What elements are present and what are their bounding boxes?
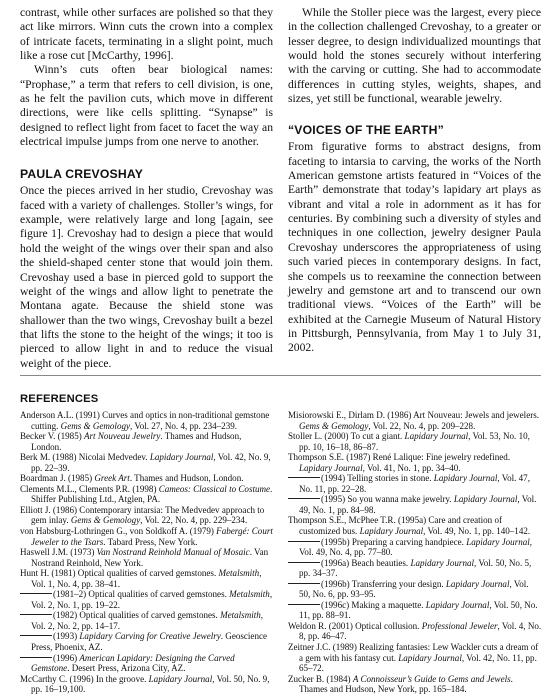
reference-source-title: Fabergé: Court Jeweler to the Tsars xyxy=(31,526,273,547)
reference-details: . Thames and Hudson, New York, pp. 165–184. xyxy=(299,673,513,695)
reference-details: , Vol. 49, No. 1, pp. 84–98. xyxy=(299,494,537,515)
body-paragraph: Winn’s cuts often bear biological names: “Prophase,” a term that refers to cell division, is one, as he felt the pavilion cuts, which move in different directions, were like cells splitting. “Synapse” is designed to reflect light from facet to facet the way an electrical impulse jumps from one nerve to another. xyxy=(20,63,273,149)
reference-source-title: Van Nostrand Reinhold Manual of Mosaic xyxy=(96,547,250,558)
reference-text: Zeitner J.C. (1989) Realizing fantasies: Lew Wackler cuts a dream of a gem with his fantasy cut. xyxy=(288,642,539,663)
reference-source-title: Lapidary Journal xyxy=(148,673,213,684)
reference-text: Stoller L. (2000) To cut a giant. xyxy=(288,431,405,442)
reference-entry xyxy=(20,473,274,484)
reference-source-title: Greek Art xyxy=(94,473,130,484)
reference-source-title: Gems & Gemology xyxy=(70,515,141,526)
reference-text: (1995b) Preparing a carving handpiece. xyxy=(321,536,467,547)
reference-source-title: Art Nouveau Jewelry xyxy=(84,431,161,442)
reference-details: , Vol. 50, No. 11, pp. 88–91. xyxy=(299,599,538,621)
reference-source-title: Lapidary Journal xyxy=(445,578,510,589)
reference-details: . Shiffer Publishing Ltd., Atglen, PA. xyxy=(31,483,273,505)
reference-entry xyxy=(20,568,274,589)
reference-entry xyxy=(20,547,274,568)
reference-entry xyxy=(288,621,542,642)
reference-source-title: Lapidary Journal xyxy=(359,526,424,537)
reference-source-title: Gems & Gemology xyxy=(299,420,369,431)
reference-entry xyxy=(288,558,542,579)
reference-entry xyxy=(288,674,542,695)
reference-source-title: Lapidary Journal xyxy=(466,536,530,547)
reference-details: . Tabard Press, New York. xyxy=(103,536,198,547)
reference-source-title: Metalsmith xyxy=(229,589,270,600)
reference-entry xyxy=(288,431,542,452)
reference-source-title: Lapidary Journal xyxy=(404,431,469,442)
reference-source-title: Gems & Gemology xyxy=(60,420,131,431)
reference-source-title: Lapidary Journal xyxy=(425,599,490,610)
ditto-dash xyxy=(288,477,320,478)
reference-details: . Van Nostrand Reinhold, New York. xyxy=(31,547,269,568)
reference-entry xyxy=(288,642,542,674)
reference-entry xyxy=(288,537,542,558)
reference-entry xyxy=(288,579,542,600)
reference-details: , Vol. 2, No. 1, pp. 19–22. xyxy=(31,589,273,610)
reference-text: (1982) Optical qualities of carved gemstones. xyxy=(53,610,221,621)
reference-text: Berk M. (1988) Nicolai Medvedev. xyxy=(20,452,150,463)
reference-source-title: Lapidary Carving for Creative Jewelry xyxy=(79,631,221,642)
reference-details: , Vol. 27, No. 4, pp. 234–239. xyxy=(130,420,237,431)
reference-entry xyxy=(20,674,274,695)
reference-text: Haswell J.M. (1973) xyxy=(20,547,97,558)
reference-entry xyxy=(288,600,542,621)
reference-source-title: Lapidary Journal xyxy=(410,557,475,568)
reference-entry xyxy=(20,505,274,526)
reference-entry xyxy=(288,515,542,536)
reference-details: , Vol. 1, No. 4, pp. 38–41. xyxy=(31,568,262,589)
reference-source-title: Lapidary Journal xyxy=(299,462,363,473)
reference-details: , Vol. 53, No. 10, pp. 10, 16–18, 86–87. xyxy=(299,431,530,452)
ditto-dash xyxy=(288,541,320,542)
ditto-dash xyxy=(288,583,320,584)
body-paragraph: contrast, while other surfaces are polished so that they act like mirrors. Winn cuts the crown into a complex of intricate facets, terminating in a slight point, much like a rose cut [McCarthy, 1996]. xyxy=(20,6,273,63)
reference-entry xyxy=(20,589,274,610)
reference-text: Weldon R. (2001) Optical collusion. xyxy=(288,620,422,631)
reference-text: Thompson S.E. (1987) René Lalique: Fine jewelry redefined. xyxy=(288,452,511,463)
ditto-dash xyxy=(288,562,320,563)
reference-details: , Vol. 4, No. 8, pp. 46–47. xyxy=(299,620,542,642)
references-list-right xyxy=(288,410,542,695)
reference-entry xyxy=(288,473,542,494)
reference-text: Misiorowski E., Dirlam D. (1986) Art Nouveau: Jewels and jewelers. xyxy=(288,410,540,420)
reference-text: Hunt H. (1981) Optical qualities of carved gemstones. xyxy=(20,568,219,579)
reference-text: (1996) xyxy=(53,652,80,663)
reference-source-title: Metalsmith xyxy=(218,568,260,579)
reference-text: Boardman J. (1985) xyxy=(20,473,95,484)
body-paragraph: Once the pieces arrived in her studio, Crevoshay was faced with a variety of challenges. Stoller’s wings, for example, were relatively large and long [again, see figure 1]. Crevoshay had to design a piece that would hold the weight of the wings over their span and also the shield-shaped center stone that would join them. Crevoshay used a base in pierced gold to support the weight of the wings and allow light to penetrate the Montana agate. Because the shield stone was shallower than the two wings, Crevoshay built a bezel that lifts the stone to the height of the wings; it too is pierced to allow light in and to reduce the visual weight of the piece. xyxy=(20,184,273,370)
reference-text: (1995) So you wanna make jewelry. xyxy=(321,494,454,505)
reference-entry xyxy=(288,452,542,473)
reference-text: Zucker B. (1984) xyxy=(288,673,353,684)
reference-details: , Vol. 50, No. 9, pp. 16–19,100. xyxy=(31,673,270,695)
reference-details: , Vol. 49, No. 1, pp. 140–142. xyxy=(423,526,531,537)
section-heading: “VOICES OF THE EARTH” xyxy=(288,123,444,138)
body-paragraph: While the Stoller piece was the largest, every piece in the collection challenged Crevoshay, to a greater or lesser degree, to design individualized mountings that would hold the stones securely without interfering with the carving or cutting. She had to accommodate differences in cutting styles, weights, shapes, and sizes, yet still be functional, wearable jewelry. xyxy=(288,6,541,106)
reference-details: , Vol. 2, No. 2, pp. 14–17. xyxy=(31,610,264,631)
ditto-dash xyxy=(288,498,320,499)
reference-source-title: Lapidary Journal xyxy=(453,494,518,505)
reference-entry xyxy=(20,526,274,547)
reference-text: McCarthy C. (1996) In the groove. xyxy=(20,673,149,684)
reference-source-title: Lapidary Journal xyxy=(149,452,214,463)
reference-entry xyxy=(288,410,542,431)
reference-text: (1996b) Transferring your design. xyxy=(321,578,446,589)
reference-source-title: Cameos: Classical to Costume xyxy=(158,483,271,494)
reference-details: , Vol. 41, No. 1, pp. 34–40. xyxy=(362,462,461,473)
ditto-dash xyxy=(20,593,52,594)
reference-text: (1981–2) Optical qualities of carved gemstones. xyxy=(53,589,230,600)
reference-entry xyxy=(288,494,542,515)
reference-text: Becker V. (1985) xyxy=(20,431,84,442)
reference-entry xyxy=(20,452,274,473)
ditto-dash xyxy=(20,614,52,615)
reference-details: , Vol. 42, No. 11, pp. 65–72. xyxy=(299,652,537,674)
reference-entry xyxy=(20,631,274,652)
reference-text: (1996c) Making a maquette. xyxy=(321,599,426,610)
left-column xyxy=(20,6,273,371)
body-paragraph: From figurative forms to abstract designs, from faceting to intarsia to carving, the works of the North American gemstone artists featured in “Voices of the Earth” demonstrate that today’s lapidary art plays as vibrant and vital a role in adornment as it has for centuries. By combining such a diversity of styles and techniques in one collection, jewelry designer Paula Crevoshay underscores the appropriateness of using such varied pieces in contemporary designs. In fact, she compels us to reexamine the connection between jewelry and gemstone art and to transcend our own traditional views. “Voices of the Earth” will be exhibited at the Carnegie Museum of Natural History in Pittsburgh, Pennsylvania, from May 1 to July 31, 2002. xyxy=(288,140,541,355)
reference-entry xyxy=(20,610,274,631)
ditto-dash xyxy=(20,657,52,658)
reference-source-title: A Connoisseur’s Guide to Gems and Jewels xyxy=(352,673,511,684)
reference-source-title: Lapidary Journal xyxy=(433,473,498,484)
reference-details: . Desert Press, Arizona City, AZ. xyxy=(67,663,186,674)
reference-details: , Vol. 22, No. 4, pp. 229–234. xyxy=(140,515,248,526)
reference-source-title: Professional Jeweler xyxy=(421,620,498,631)
reference-text: (1996a) Beach beauties. xyxy=(321,557,411,568)
reference-details: , Vol. 50, No. 6, pp. 93–95. xyxy=(299,578,529,600)
reference-details: . Thames and Hudson, London. xyxy=(129,473,244,484)
ditto-dash xyxy=(20,635,52,636)
reference-source-title: Metalsmith xyxy=(220,610,261,621)
reference-entry xyxy=(20,484,274,505)
right-column xyxy=(288,6,541,356)
reference-text: von Habsburg-Lothringen G., von Soldkoff A. (1979) xyxy=(20,526,217,537)
reference-details: , Vol. 49, No. 4, pp. 77–80. xyxy=(299,536,533,558)
reference-text: Anderson A.L. (1991) Curves and optics in non-traditional gemstone cutting. xyxy=(20,410,270,431)
reference-text: (1994) Telling stories in stone. xyxy=(321,473,434,484)
reference-entry xyxy=(20,431,274,452)
references-heading: REFERENCES xyxy=(20,393,99,405)
section-divider xyxy=(20,375,541,376)
references-list-left xyxy=(20,410,274,695)
reference-entry xyxy=(20,410,274,431)
reference-details: , Vol. 50, No. 5, pp. 34–37. xyxy=(299,557,532,579)
reference-details: . Geoscience Press, Phoenix, AZ. xyxy=(31,631,267,653)
reference-details: . Thames and Hudson, London. xyxy=(31,431,242,452)
reference-entry xyxy=(20,653,274,674)
reference-source-title: American Lapidary: Designing the Carved Gemstone xyxy=(31,652,235,674)
reference-source-title: Lapidary Journal xyxy=(398,652,462,663)
section-heading: PAULA CREVOSHAY xyxy=(20,167,144,182)
reference-details: , Vol. 47, No. 11, pp. 22–28. xyxy=(299,473,530,494)
ditto-dash xyxy=(288,604,320,605)
reference-text: Elliott J. (1986) Contemporary intarsia: The Medvedev approach to gem inlay. xyxy=(20,504,265,526)
reference-details: , Vol. 22, No. 4, pp. 209–228. xyxy=(368,420,476,431)
reference-text: (1993) xyxy=(53,631,80,642)
reference-text: Clements M.L., Clements P.R. (1998) xyxy=(20,483,159,494)
reference-details: , Vol. 42, No. 9, pp. 22–39. xyxy=(31,452,271,473)
reference-text: Thompson S.E., McPhee T.R. (1995a) Care and creation of customized bus. xyxy=(288,515,502,537)
